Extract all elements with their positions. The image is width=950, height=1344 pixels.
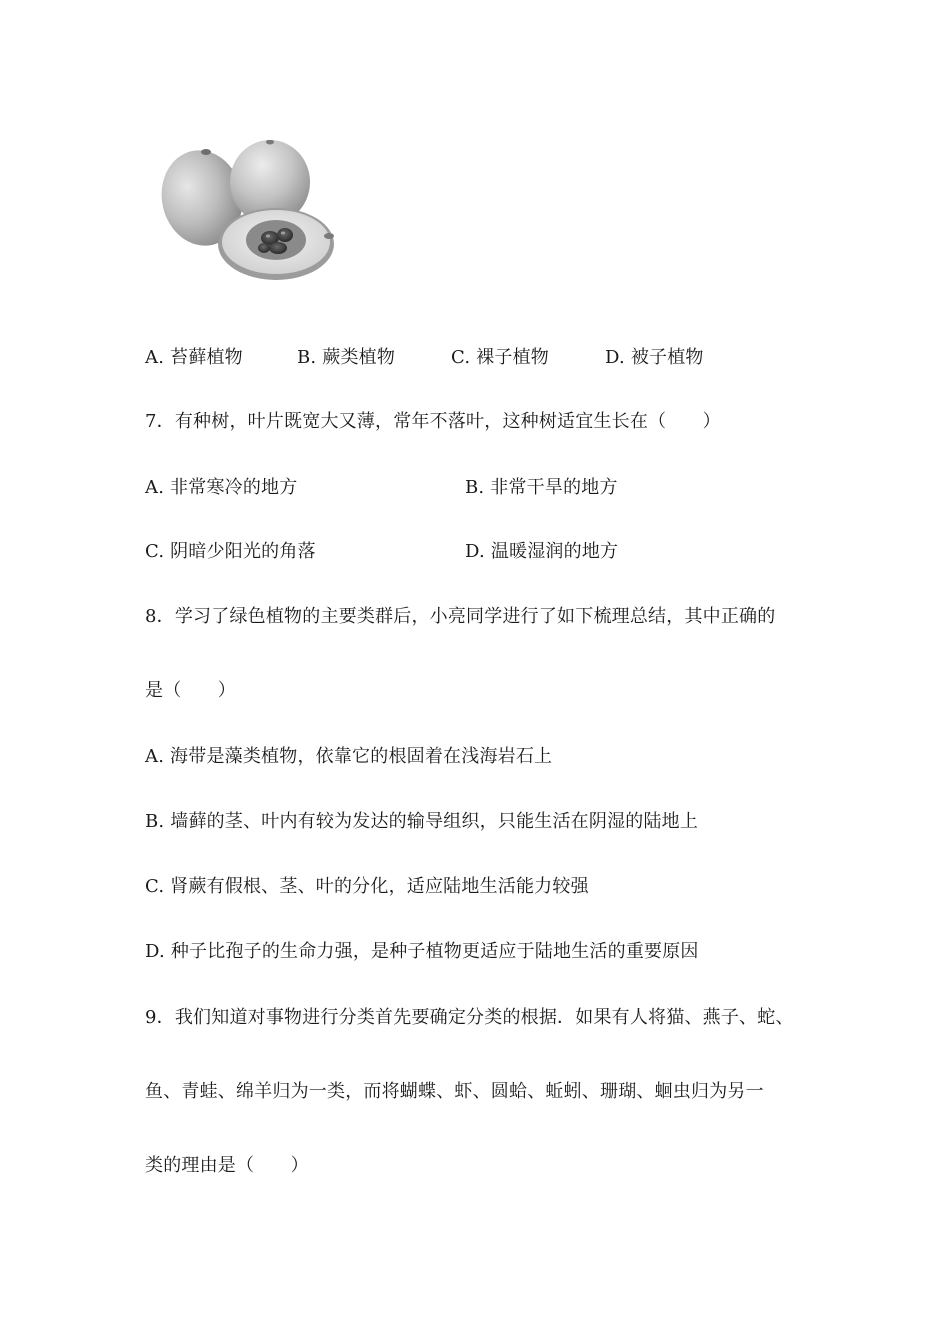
q8-option-a: A. 海带是藻类植物，依靠它的根固着在浅海岩石上 [145, 746, 553, 767]
q9-stem-line-3: 类的理由是（ ） [145, 1155, 309, 1176]
loquat-fruit-photo-icon [158, 140, 336, 285]
q8-option-b: B. 墙藓的茎、叶内有较为发达的输导组织，只能生活在阴湿的陆地上 [145, 811, 699, 832]
q6-option-c: C. 裸子植物 [451, 347, 549, 368]
q8-option-c: C. 肾蕨有假根、茎、叶的分化，适应陆地生活能力较强 [145, 876, 589, 897]
q9-stem-line-2: 鱼、青蛙、绵羊归为一类，而将蝴蝶、虾、圆蛤、蚯蚓、珊瑚、蛔虫归为另一 [145, 1081, 764, 1102]
q8-stem-line-2: 是（ ） [145, 680, 236, 701]
q7-option-a: A. 非常寒冷的地方 [145, 477, 298, 498]
q7-stem: 7．有种树，叶片既宽大又薄，常年不落叶，这种树适宜生长在（ ） [145, 411, 721, 432]
q6-option-b: B. 蕨类植物 [297, 347, 396, 368]
q7-option-b: B. 非常干旱的地方 [465, 477, 618, 498]
loquat-fruit-figure [158, 140, 336, 285]
q7-option-d: D. 温暖湿润的地方 [465, 541, 619, 562]
q9-stem-line-1: 9．我们知道对事物进行分类首先要确定分类的根据．如果有人将猫、燕子、蛇、 [145, 1007, 794, 1028]
q8-option-d: D. 种子比孢子的生命力强，是种子植物更适应于陆地生活的重要原因 [145, 941, 699, 962]
q6-option-a: A. 苔藓植物 [145, 347, 243, 368]
q6-option-d: D. 被子植物 [605, 347, 704, 368]
q7-option-c: C. 阴暗少阳光的角落 [145, 541, 316, 562]
q8-stem-line-1: 8．学习了绿色植物的主要类群后，小亮同学进行了如下梳理总结，其中正确的 [145, 606, 776, 627]
